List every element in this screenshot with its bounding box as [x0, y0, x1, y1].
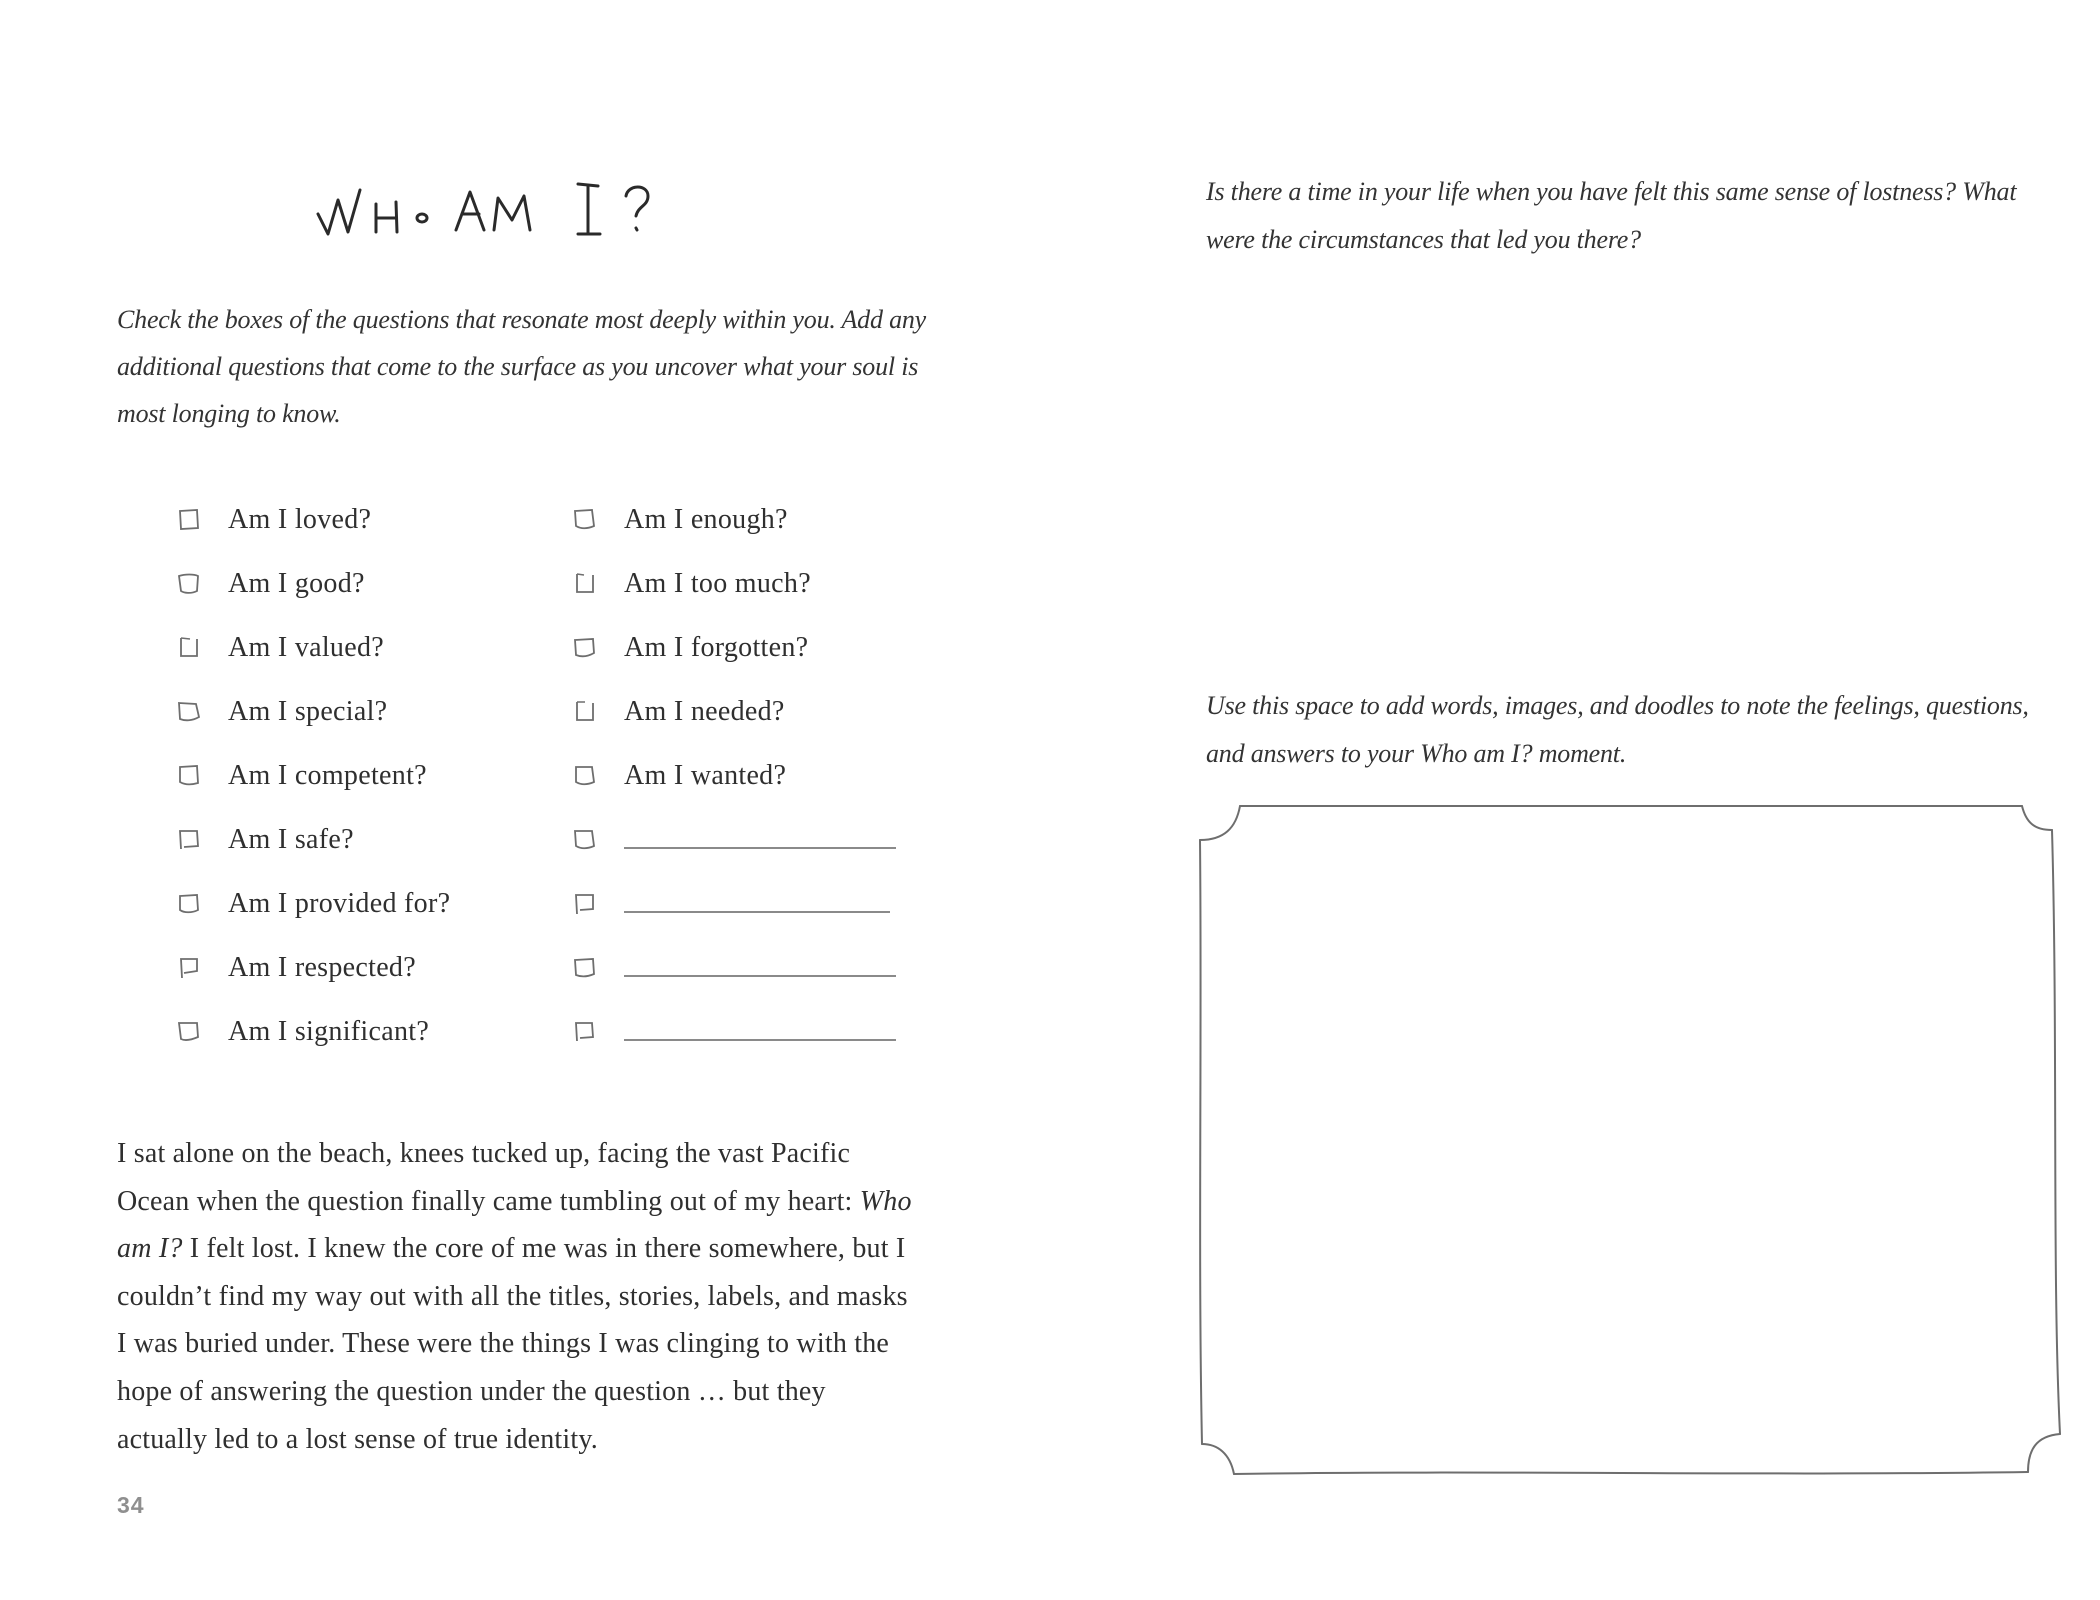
- question-checklist: [176, 500, 936, 1070]
- checkbox[interactable]: [572, 763, 598, 789]
- checklist-label: Am I needed?: [624, 696, 785, 727]
- checkbox[interactable]: [572, 507, 598, 533]
- checklist-label: Am I respected?: [228, 952, 416, 983]
- checklist-label: Am I valued?: [228, 632, 384, 663]
- handwritten-title-drawing: [316, 176, 716, 256]
- blank-checklist-item[interactable]: [572, 820, 896, 860]
- checklist-label: Am I significant?: [228, 1016, 430, 1047]
- checkbox[interactable]: [176, 891, 202, 917]
- checklist-item[interactable]: [572, 756, 786, 796]
- checklist-label: Am I too much?: [624, 568, 811, 599]
- doodle-prompt: Use this space to add words, images, and doodles to note the feelings, questions, and answers to your Who am I? moment.: [1206, 691, 2029, 768]
- checklist-item[interactable]: [176, 628, 384, 668]
- handwritten-title: [316, 176, 716, 256]
- checkbox[interactable]: [176, 763, 202, 789]
- checkbox[interactable]: [176, 571, 202, 597]
- checkbox[interactable]: [572, 571, 598, 597]
- narrative-paragraph: [117, 1130, 917, 1463]
- checklist-label: Am I forgotten?: [624, 632, 809, 663]
- checklist-item[interactable]: [176, 1012, 429, 1052]
- write-in-line[interactable]: [624, 911, 890, 913]
- write-in-line[interactable]: [624, 847, 896, 849]
- checkbox[interactable]: [176, 955, 202, 981]
- reflection-prompt: Is there a time in your life when you have felt this same sense of lostness? What were the circumstances that led you there?: [1206, 177, 2017, 254]
- narrative-text-part-2: I felt lost. I knew the core of me was in there somewhere, but I couldn’t find my way out with all the titles, stories, labels, and masks I was buried under. These were the things I was clinging to with the hope of answering the question under the question … but they actually led to a lost sense of true identity.: [117, 1233, 908, 1455]
- checkbox[interactable]: [572, 827, 598, 853]
- checklist-label: Am I safe?: [228, 824, 354, 855]
- checklist-label: Am I enough?: [624, 504, 788, 535]
- checklist-item[interactable]: [176, 756, 427, 796]
- page-number: 34: [117, 1492, 145, 1518]
- checkbox[interactable]: [572, 635, 598, 661]
- checklist-label: Am I wanted?: [624, 760, 787, 791]
- checklist-item[interactable]: [176, 500, 371, 540]
- checklist-item[interactable]: [176, 692, 387, 732]
- checkbox[interactable]: [572, 891, 598, 917]
- narrative-emphasis: Who am I?: [117, 1185, 912, 1265]
- narrative-text-part-1: I sat alone on the beach, knees tucked up, facing the vast Pacific Ocean when the question finally came tumbling out of my heart:: [117, 1138, 860, 1217]
- instructions-text: Check the boxes of the questions that resonate most deeply within you. Add any additional questions that come to the surface as you uncover what your soul is most longing to know.: [117, 305, 927, 428]
- checkbox[interactable]: [572, 955, 598, 981]
- checkbox[interactable]: [176, 1019, 202, 1045]
- doodle-frame-border: [1190, 794, 2070, 1494]
- checkbox[interactable]: [176, 827, 202, 853]
- blank-checklist-item[interactable]: [572, 1012, 896, 1052]
- checklist-item[interactable]: [176, 948, 416, 988]
- checklist-label: Am I special?: [228, 696, 388, 727]
- checklist-label: Am I good?: [228, 568, 365, 599]
- write-in-line[interactable]: [624, 975, 896, 977]
- checklist-item[interactable]: [572, 692, 785, 732]
- blank-checklist-item[interactable]: [572, 948, 896, 988]
- checkbox[interactable]: [572, 1019, 598, 1045]
- checklist-item[interactable]: [176, 884, 450, 924]
- checklist-label: Am I loved?: [228, 504, 372, 535]
- checkbox[interactable]: [572, 699, 598, 725]
- checkbox[interactable]: [176, 507, 202, 533]
- checklist-item[interactable]: [176, 820, 354, 860]
- checklist-item[interactable]: [572, 500, 788, 540]
- checklist-label: Am I provided for?: [228, 888, 451, 919]
- checklist-item[interactable]: [176, 564, 365, 604]
- checklist-item[interactable]: [572, 564, 811, 604]
- doodle-area[interactable]: [1190, 794, 2070, 1494]
- checklist-item[interactable]: [572, 628, 808, 668]
- checkbox[interactable]: [176, 635, 202, 661]
- right-page: [1050, 0, 2100, 1600]
- checklist-label: Am I competent?: [228, 760, 427, 791]
- blank-checklist-item[interactable]: [572, 884, 890, 924]
- write-in-line[interactable]: [624, 1039, 896, 1041]
- checkbox[interactable]: [176, 699, 202, 725]
